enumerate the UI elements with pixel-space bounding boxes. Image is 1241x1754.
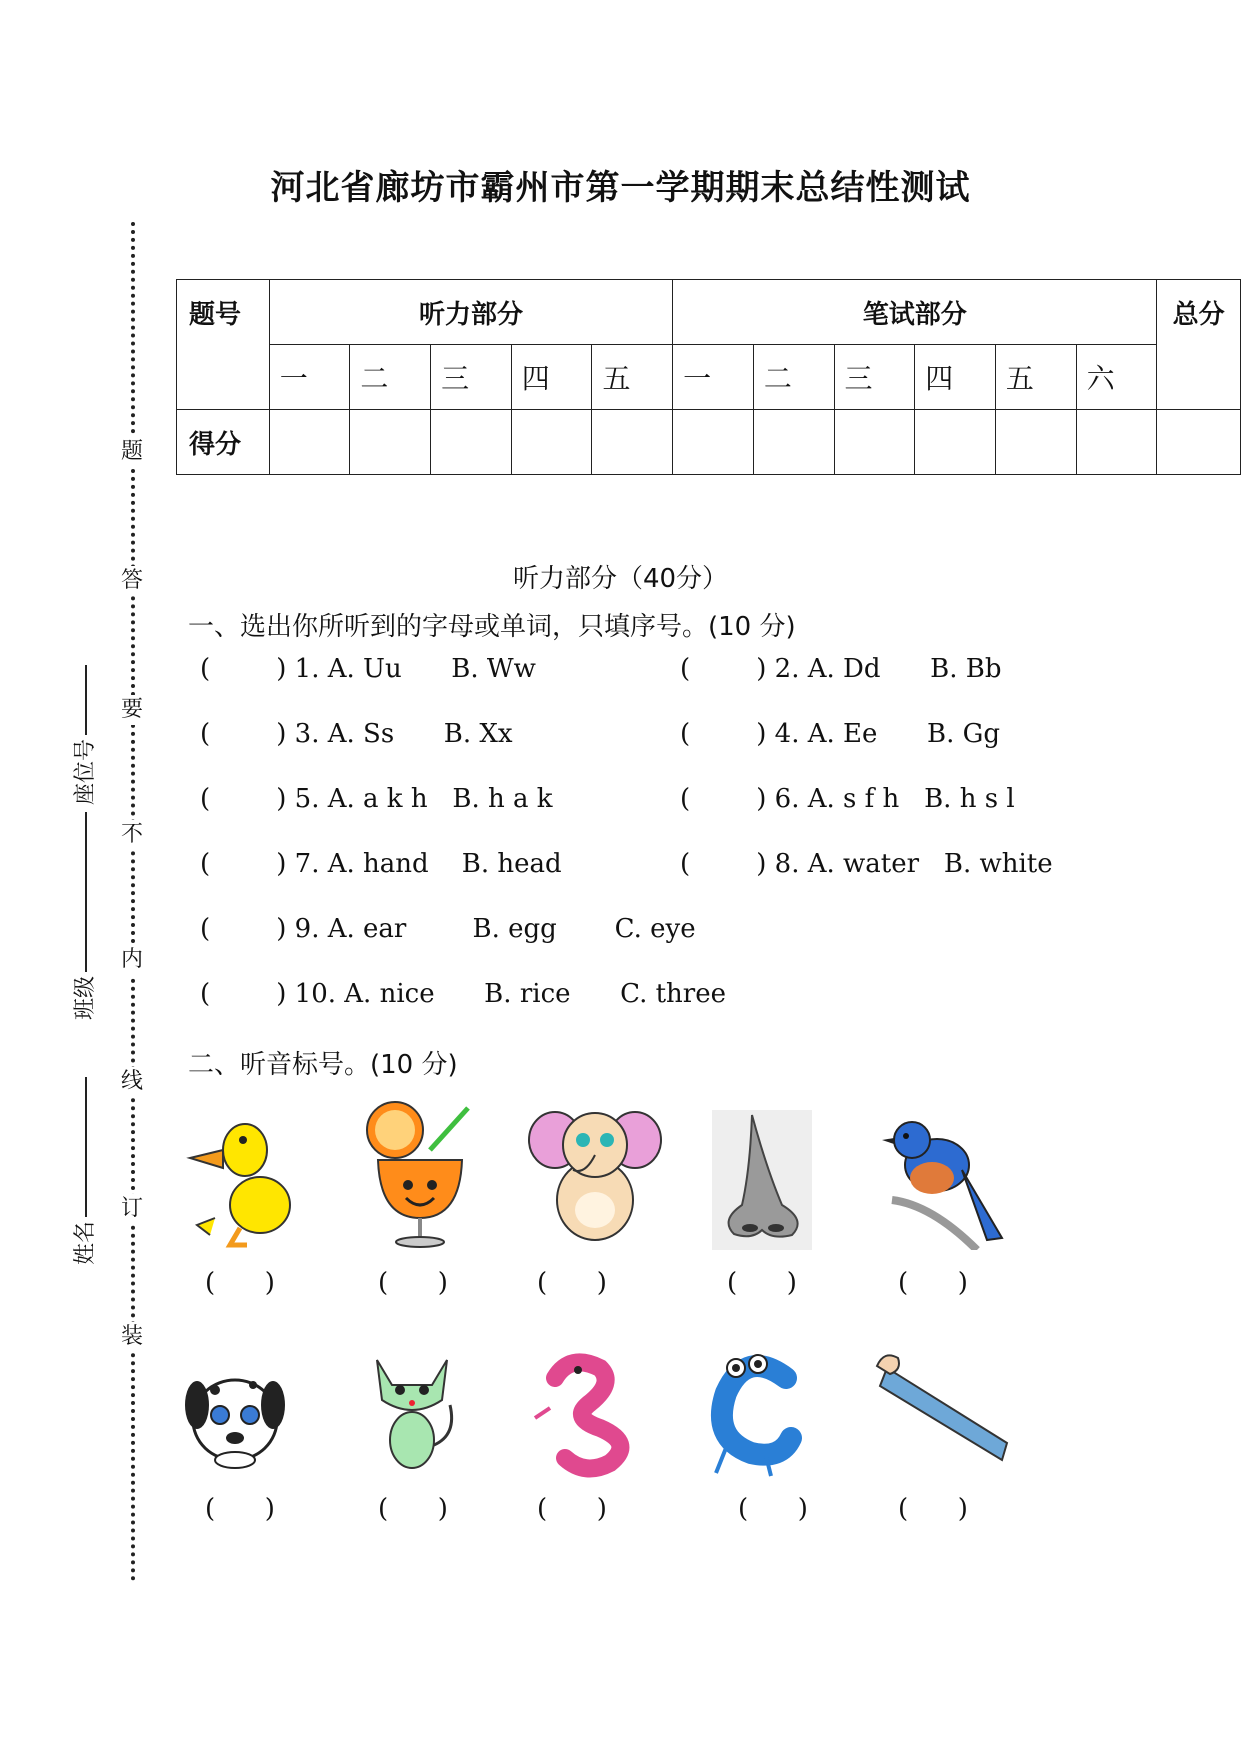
total-header: 总分 [1157,280,1241,410]
question-1-title: 一、选出你所听到的字母或单词，只填序号。(10 分) [188,612,796,642]
list-item: ( ) 5. A. a k h B. h a k [200,784,553,814]
duck-icon [185,1110,295,1250]
name-field [68,1077,99,1265]
class-field [68,812,99,1020]
section-heading: 听力部分（40分） [512,564,729,594]
name-label: 姓名 [73,1220,98,1265]
score-input-cell[interactable] [995,410,1076,475]
listening-num: 五 [592,345,673,410]
list-item: ( ) 7. A. hand B. head [200,849,562,879]
answer-blank[interactable]: ( ) [378,1268,448,1298]
answer-blank[interactable]: ( ) [727,1268,797,1298]
answer-blank[interactable]: ( ) [537,1494,607,1524]
list-item: ( ) 2. A. Dd B. Bb [680,654,1002,684]
seat-label: 座位号 [73,738,98,805]
score-input-cell[interactable] [915,410,996,475]
answer-blank[interactable]: ( ) [205,1268,275,1298]
page-title: 河北省廊坊市霸州市第一学期期末总结性测试 [270,168,971,208]
score-table [176,279,1241,475]
binding-char: 装 [121,1322,143,1352]
writing-num: 三 [834,345,915,410]
score-input-cell[interactable] [1076,410,1157,475]
score-input-cell[interactable] [511,410,592,475]
binding-char: 不 [121,820,143,850]
binding-dotted-line [131,222,135,1582]
juice-icon [360,1100,480,1250]
binding-char: 线 [121,1067,143,1097]
seat-field [68,665,99,805]
listening-num: 一 [269,345,350,410]
dog-icon [185,1360,285,1470]
listening-num: 三 [431,345,512,410]
score-input-cell[interactable] [592,410,673,475]
tihao-cell: 题号 [177,280,270,410]
binding-char: 答 [121,566,143,596]
answer-blank[interactable]: ( ) [205,1494,275,1524]
class-label: 班级 [73,975,98,1020]
score-input-cell[interactable] [350,410,431,475]
score-input-cell[interactable] [1157,410,1241,475]
answer-blank[interactable]: ( ) [898,1268,968,1298]
listening-header: 听力部分 [269,280,672,345]
writing-header: 笔试部分 [673,280,1157,345]
elephant-icon [525,1100,665,1250]
score-input-cell[interactable] [673,410,754,475]
listening-num: 四 [511,345,592,410]
list-item: ( ) 6. A. s f h B. h s l [680,784,1015,814]
writing-num: 一 [673,345,754,410]
binding-char: 要 [121,695,143,725]
writing-num: 六 [1076,345,1157,410]
score-input-cell[interactable] [269,410,350,475]
writing-num: 五 [995,345,1076,410]
cat-icon [362,1345,462,1475]
score-input-cell[interactable] [753,410,834,475]
arm-icon [872,1348,1017,1463]
list-item: ( ) 4. A. Ee B. Gg [680,719,1001,749]
letter-c-icon [696,1348,811,1478]
list-item: ( ) 10. A. nice B. rice C. three [200,979,726,1009]
answer-blank[interactable]: ( ) [738,1494,808,1524]
defen-cell: 得分 [177,410,270,475]
list-item: ( ) 8. A. water B. white [680,849,1053,879]
letter-s-icon [530,1348,645,1478]
binding-char: 内 [121,945,143,975]
list-item: ( ) 1. A. Uu B. Ww [200,654,536,684]
binding-char: 题 [121,437,143,467]
listening-num: 二 [350,345,431,410]
binding-char: 订 [121,1194,143,1224]
nose-icon [712,1110,812,1250]
writing-num: 二 [753,345,834,410]
score-input-cell[interactable] [431,410,512,475]
answer-blank[interactable]: ( ) [537,1268,607,1298]
writing-num: 四 [915,345,996,410]
question-2-title: 二、听音标号。(10 分) [188,1050,458,1080]
list-item: ( ) 3. A. Ss B. Xx [200,719,513,749]
list-item: ( ) 9. A. ear B. egg C. eye [200,914,696,944]
bird-icon [882,1110,1007,1250]
score-input-cell[interactable] [834,410,915,475]
answer-blank[interactable]: ( ) [378,1494,448,1524]
answer-blank[interactable]: ( ) [898,1494,968,1524]
